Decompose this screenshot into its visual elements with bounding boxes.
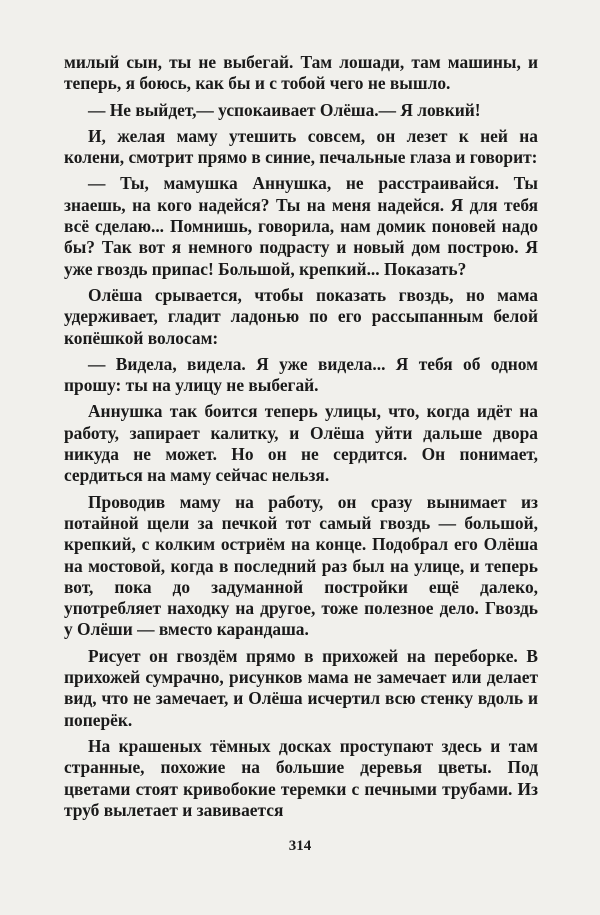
body-text: [64, 52, 538, 821]
paragraph: — Ты, мамушка Аннушка, не расстраивайся. Ты знаешь, на кого надейся? Ты на меня надейся. Я для тебя всё сделаю... Помнишь, говорила, нам домик поновей надо бы? Так вот я немного подрасту и новый дом построю. Я уже гвоздь припас! Большой, крепкий... Показать?: [64, 173, 538, 279]
paragraph: Проводив маму на работу, он сразу вынимает из потайной щели за печкой тот самый гвоздь — большой, крепкий, с колким остриём на конце. Подобрал его Олёша на мостовой, когда в последний раз был на улице, и теперь вот, пока до задуманной постройки ещё далеко, употребляет находку на другое, тоже полезное дело. Гвоздь у Олёши — вместо карандаша.: [64, 491, 538, 640]
paragraph: На крашеных тёмных досках проступают здесь и там странные, похожие на большие деревья цветы. Под цветами стоят кривобокие теремки с печными трубами. Из труб вылетает и завивается: [64, 735, 538, 820]
paragraph: Олёша срывается, чтобы показать гвоздь, но мама удерживает, гладит ладонью по его рассыпанным белой копёшкой волосам:: [64, 284, 538, 348]
paragraph: милый сын, ты не выбегай. Там лошади, там машины, и теперь, я боюсь, как бы и с тобой чего не вышло.: [64, 52, 538, 94]
page-number: 314: [288, 838, 312, 854]
paragraph: И, желая маму утешить совсем, он лезет к ней на колени, смотрит прямо в синие, печальные глаза и говорит:: [64, 125, 538, 168]
paragraph: — Не выйдет,— успокаивает Олёша.— Я ловкий!: [88, 99, 481, 120]
paragraph: Рисует он гвоздём прямо в прихожей на переборке. В прихожей сумрачно, рисунков мама не замечает или делает вид, что не замечает, и Олёша исчертил всю стенку вдоль и поперёк.: [64, 645, 538, 730]
paragraph: Аннушка так боится теперь улицы, что, когда идёт на работу, запирает калитку, и Олёша уйти дальше двора никуда не может. Но он не сердится. Он понимает, сердиться на маму сейчас нельзя.: [64, 401, 538, 486]
paragraph: — Видела, видела. Я уже видела... Я тебя об одном прошу: ты на улицу не выбегай.: [64, 353, 538, 396]
